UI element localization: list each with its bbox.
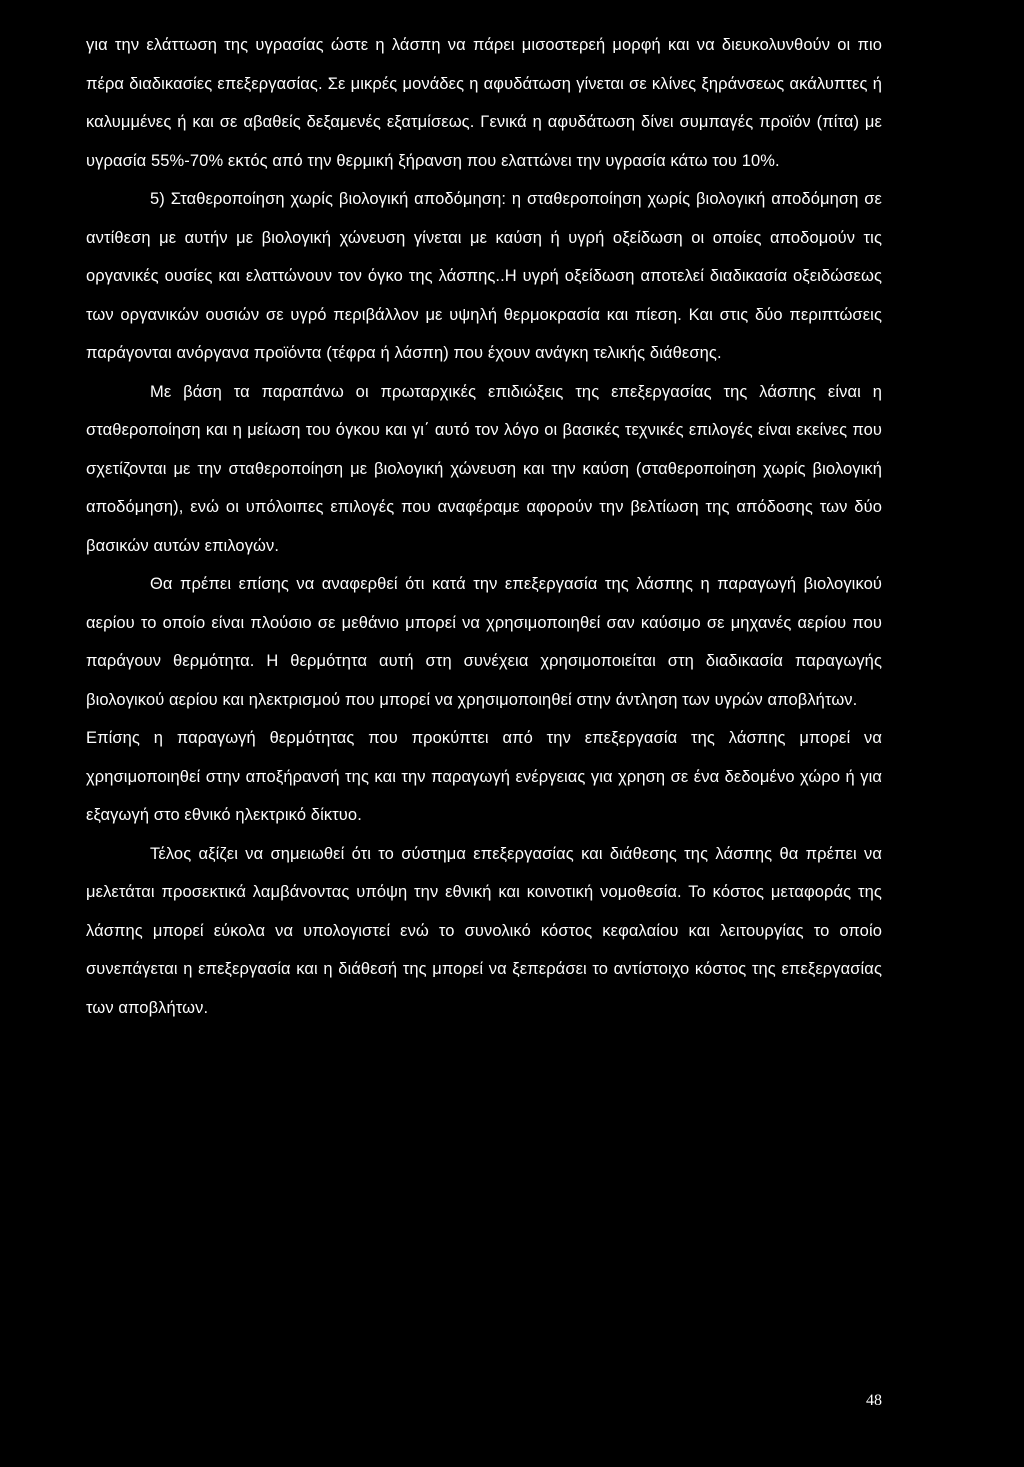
paragraph-heat-production: Επίσης η παραγωγή θερμότητας που προκύπτει από την επεξεργασία της λάσπης μπορεί να χρησιμοποιηθεί στην αποξήρανσή της και την παραγωγή ενέργειας για χρηση σε ένα δεδομένο χώρο ή για εξαγωγή στο εθνικό ηλεκτρικό δίκτυο. (86, 729, 882, 824)
paragraph-stabilization-without-biodegradation: 5) Σταθεροποίηση χωρίς βιολογική αποδόμηση: η σταθεροποίηση χωρίς βιολογική αποδόμηση σε αντίθεση με αυτήν με βιολογική χώνευση γίνεται με καύση ή υγρή οξείδωση οι οποίες αποδομούν τις οργανικές ουσίες και ελαττώνουν τον όγκο της λάσπης..Η υγρή οξείδωση αποτελεί διαδικασία οξειδώσεως των οργανικών ουσιών σε υγρό περιβάλλον με υψηλή θερμοκρασία και πίεση. Και στις δύο περιπτώσεις παράγονται ανόργανα προϊόντα (τέφρα ή λάσπη) που έχουν ανάγκη τελικής διάθεσης. (86, 190, 882, 362)
page-number: 48 (866, 1392, 882, 1409)
paragraph-primary-objectives: Με βάση τα παραπάνω οι πρωταρχικές επιδιώξεις της επεξεργασίας της λάσπης είναι η σταθεροποίηση και η μείωση του όγκου και γι΄ αυτό τον λόγο οι βασικές τεχνικές επιλογές είναι εκείνες που σχετίζονται με την σταθεροποίηση με βιολογική χώνευση και την καύση (σταθεροποίηση χωρίς βιολογική αποδόμηση), ενώ οι υπόλοιπες επιλογές που αναφέραμε αφορούν την βελτίωση της απόδοσης των δύο βασικών αυτών επιλογών. (86, 382, 882, 555)
body-text (86, 26, 882, 1027)
paragraph-biogas-production: Θα πρέπει επίσης να αναφερθεί ότι κατά την επεξεργασία της λάσπης η παραγωγή βιολογικού αερίου το οποίο είναι πλούσιο σε μεθάνιο μπορεί να χρησιμοποιηθεί σαν καύσιμο σε μηχανές αερίου που παράγουν θερμότητα. Η θερμότητα αυτή στη συνέχεια χρησιμοποιείται στη διαδικασία παραγωγής βιολογικού αερίου και ηλεκτρισμού που μπορεί να χρησιμοποιηθεί στην άντληση των υγρών αποβλήτων. (86, 575, 882, 709)
paragraph-legislation-cost: Τέλος αξίζει να σημειωθεί ότι το σύστημα επεξεργασίας και διάθεσης της λάσπης θα πρέπει να μελετάται προσεκτικά λαμβάνοντας υπόψη την εθνική και κοινοτική νομοθεσία. Το κόστος μεταφοράς της λάσπης μπορεί εύκολα να υπολογιστεί ενώ το συνολικό κόστος κεφαλαίου και λειτουργίας το οποίο συνεπάγεται η επεξεργασία και η διάθεσή της μπορεί να ξεπεράσει το αντίστοιχο κόστος της επεξεργασίας των αποβλήτων. (86, 844, 882, 1017)
paragraph-dewatering: για την ελάττωση της υγρασίας ώστε η λάσπη να πάρει μισοστερεή μορφή και να διευκολυνθούν οι πιο πέρα διαδικασίες επεξεργασίας. Σε μικρές μονάδες η αφυδάτωση γίνεται σε κλίνες ξηράνσεως ακάλυπτες ή καλυμμένες ή και σε αβαθείς δεξαμενές εξατμίσεως. Γενικά η αφυδάτωση δίνει συμπαγές προϊόν (πίτα) με υγρασία 55%-70% εκτός από την θερμική ξήρανση που ελαττώνει την υγρασία κάτω του 10%. (86, 36, 882, 170)
